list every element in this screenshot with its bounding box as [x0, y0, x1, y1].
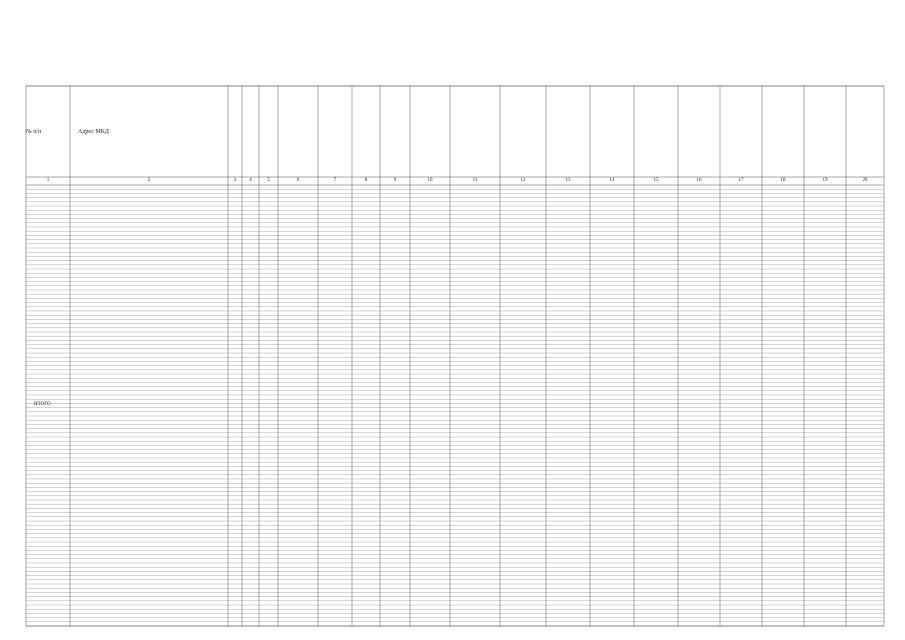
column-number-cell: 17 — [738, 178, 744, 183]
column-number-cell: 6 — [296, 178, 300, 183]
column-number-cell: 18 — [780, 178, 786, 183]
column-number-cell: 8 — [364, 178, 368, 183]
column-number-cell: 2 — [147, 178, 151, 183]
total-row-label: ИТОГО — [34, 402, 51, 407]
column-number-cell: 14 — [609, 178, 615, 183]
column-number-cell: 11 — [472, 178, 478, 183]
column-number-cell: 19 — [822, 178, 828, 183]
column-number-cell: 3 — [233, 178, 237, 183]
column-number-cell: 9 — [393, 178, 397, 183]
column-number-cell: 7 — [333, 178, 337, 183]
column-number-cell: 12 — [520, 178, 526, 183]
column-number-cell: 10 — [427, 178, 433, 183]
column-number-cell: 16 — [696, 178, 702, 183]
column-number-cell: 4 — [249, 178, 252, 183]
column-number-cell: 15 — [653, 178, 659, 183]
column-number-cell: 1 — [46, 178, 50, 183]
column-header-number: № п/п — [26, 129, 42, 135]
column-header-address: Адрес МКД — [78, 129, 109, 135]
column-number-cell: 13 — [565, 178, 571, 183]
column-number-row — [26, 177, 884, 185]
column-number-cell: 5 — [267, 178, 270, 183]
column-number-cell: 20 — [862, 178, 868, 183]
